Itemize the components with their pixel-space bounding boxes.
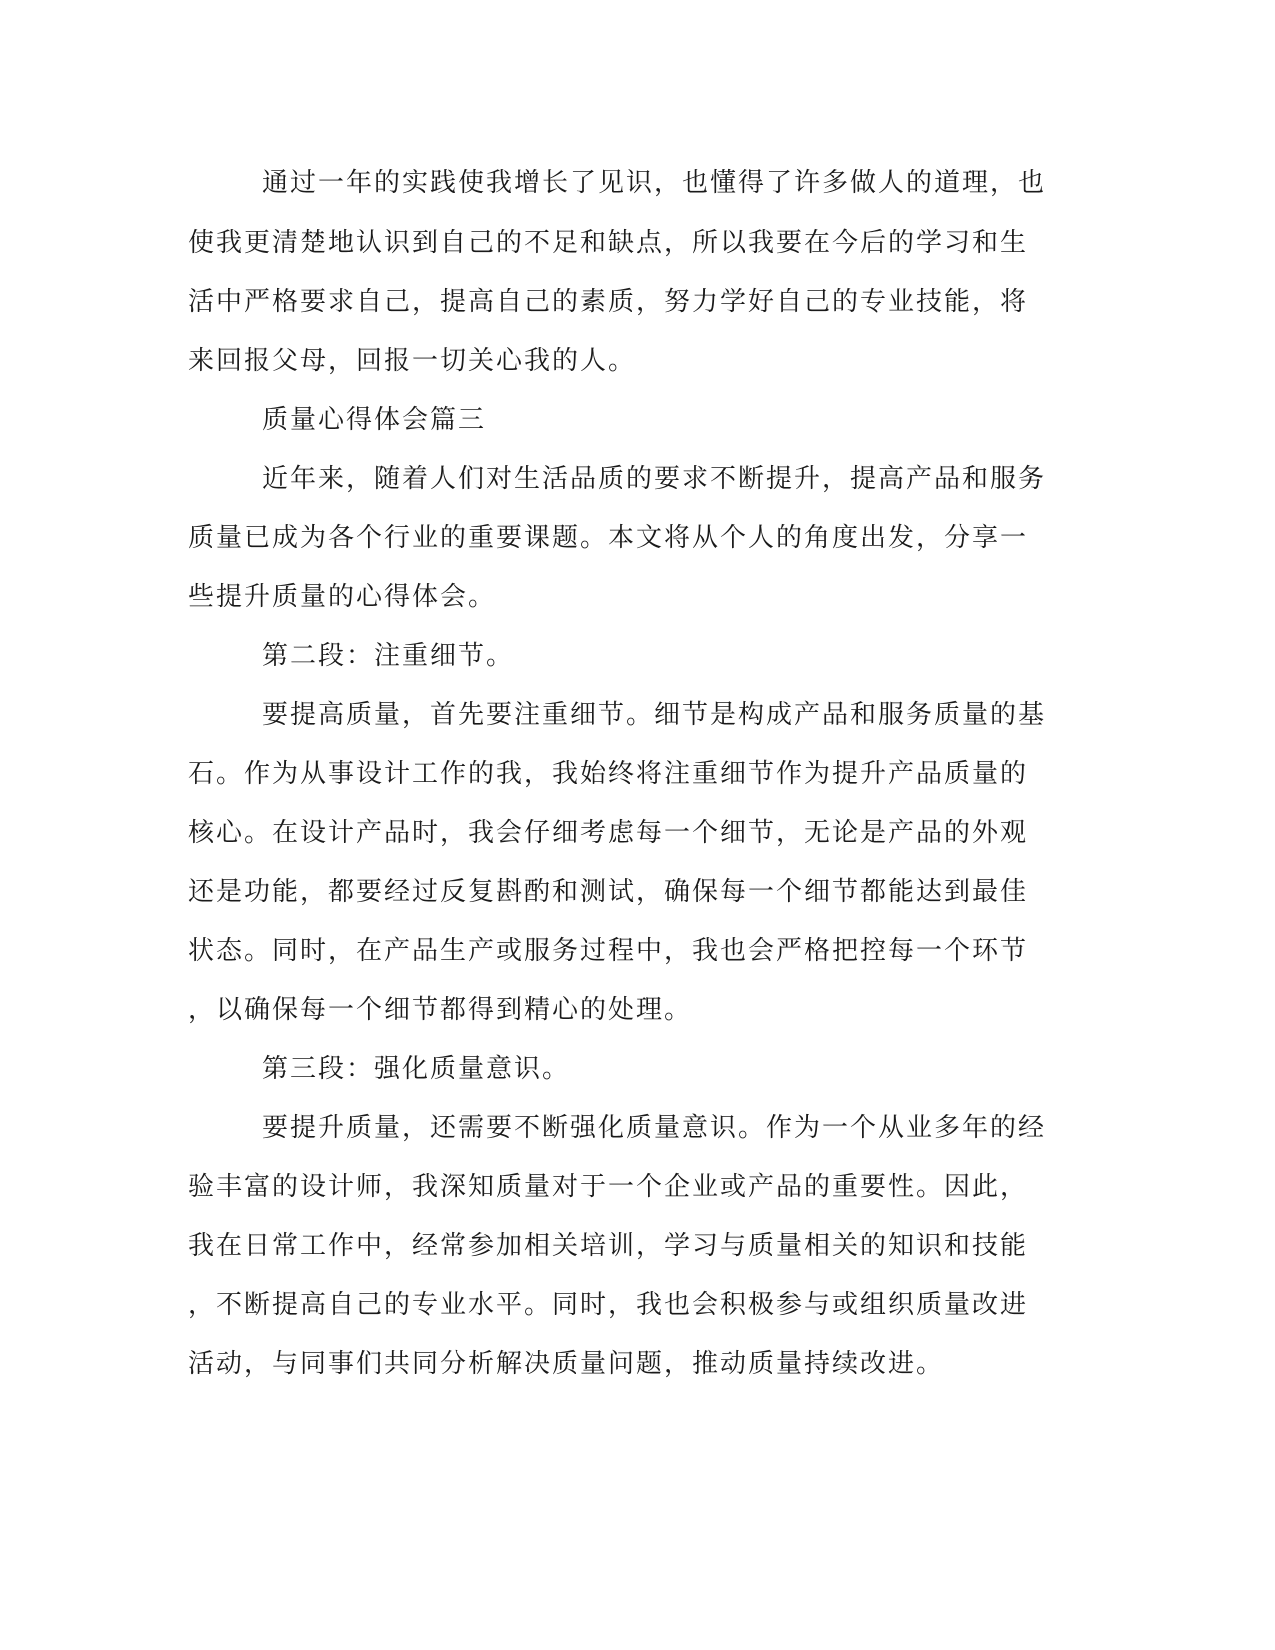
text-line: 近年来，随着人们对生活品质的要求不断提升，提高产品和服务 [262, 464, 1047, 494]
text-line: 状态。同时，在产品生产或服务过程中，我也会严格把控每一个环节 [188, 936, 1029, 966]
text-line: 活中严格要求自己，提高自己的素质，努力学好自己的专业技能，将 [188, 287, 1029, 317]
text-line: 活动，与同事们共同分析解决质量问题，推动质量持续改进。 [188, 1349, 945, 1379]
text-line: 通过一年的实践使我增长了见识，也懂得了许多做人的道理，也 [262, 168, 1047, 198]
section-heading: 质量心得体会篇三 [262, 405, 487, 435]
text-line: 要提高质量，首先要注重细节。细节是构成产品和服务质量的基 [262, 700, 1047, 730]
text-line: 我在日常工作中，经常参加相关培训，学习与质量相关的知识和技能 [188, 1231, 1029, 1261]
text-line: 验丰富的设计师，我深知质量对于一个企业或产品的重要性。因此， [188, 1172, 1029, 1202]
text-line: ，以确保每一个细节都得到精心的处理。 [188, 995, 693, 1025]
text-line: 使我更清楚地认识到自己的不足和缺点，所以我要在今后的学习和生 [188, 228, 1029, 258]
text-line: 些提升质量的心得体会。 [188, 582, 497, 612]
text-line: 核心。在设计产品时，我会仔细考虑每一个细节，无论是产品的外观 [188, 818, 1029, 848]
text-line: 质量已成为各个行业的重要课题。本文将从个人的角度出发，分享一 [188, 523, 1029, 553]
text-line: ，不断提高自己的专业水平。同时，我也会积极参与或组织质量改进 [188, 1290, 1029, 1320]
text-line: 还是功能，都要经过反复斟酌和测试，确保每一个细节都能达到最佳 [188, 877, 1029, 907]
section-heading: 第二段：注重细节。 [262, 641, 515, 671]
text-line: 来回报父母，回报一切关心我的人。 [188, 346, 637, 376]
text-line: 石。作为从事设计工作的我，我始终将注重细节作为提升产品质量的 [188, 759, 1029, 789]
text-line: 要提升质量，还需要不断强化质量意识。作为一个从业多年的经 [262, 1113, 1047, 1143]
section-heading: 第三段：强化质量意识。 [262, 1054, 571, 1084]
